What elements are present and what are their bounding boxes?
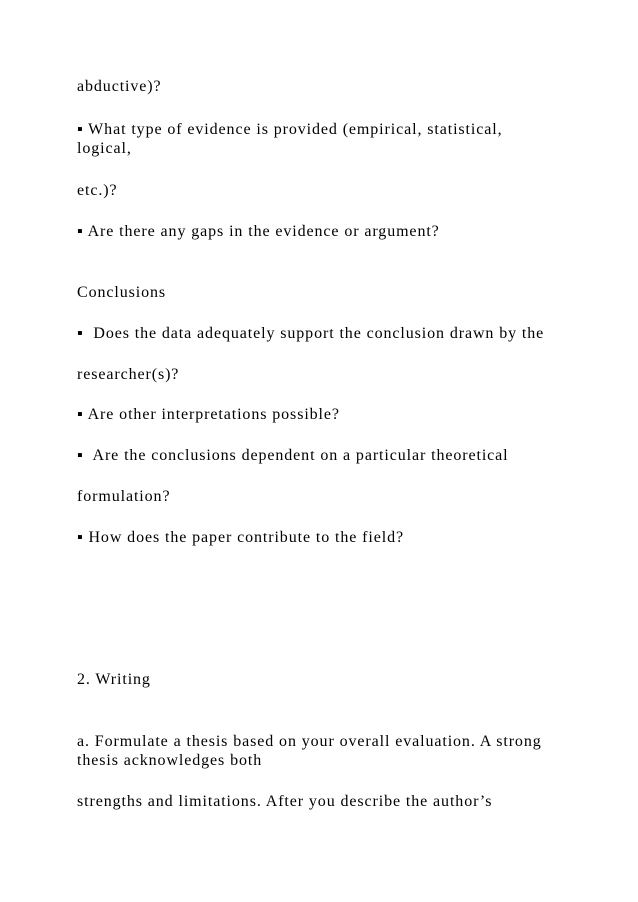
text-line: researcher(s)? (77, 366, 180, 383)
text-line: etc.)? (77, 182, 118, 199)
bullet-data-support: ▪ Does the data adequately support the conclusion drawn by the (77, 325, 545, 342)
text-line: thesis acknowledges both (77, 752, 263, 769)
paragraph-thesis: a. Formulate a thesis based on your overall evaluation. A strong (77, 733, 542, 750)
section-heading-writing: 2. Writing (77, 671, 151, 688)
bullet-evidence-gaps: ▪ Are there any gaps in the evidence or argument? (77, 223, 440, 240)
text-line: strengths and limitations. After you describe the author’s (77, 793, 493, 810)
bullet-theoretical-dependence: ▪ Are the conclusions dependent on a particular theoretical (77, 447, 509, 464)
text-line: abductive)? (77, 78, 162, 95)
bullet-other-interpretations: ▪ Are other interpretations possible? (77, 406, 340, 423)
bullet-evidence-type: ▪ What type of evidence is provided (empirical, statistical, (77, 121, 503, 138)
text-line: logical, (77, 140, 132, 157)
bullet-contribution: ▪ How does the paper contribute to the field? (77, 529, 404, 546)
text-line: formulation? (77, 488, 171, 505)
section-heading-conclusions: Conclusions (77, 284, 167, 301)
